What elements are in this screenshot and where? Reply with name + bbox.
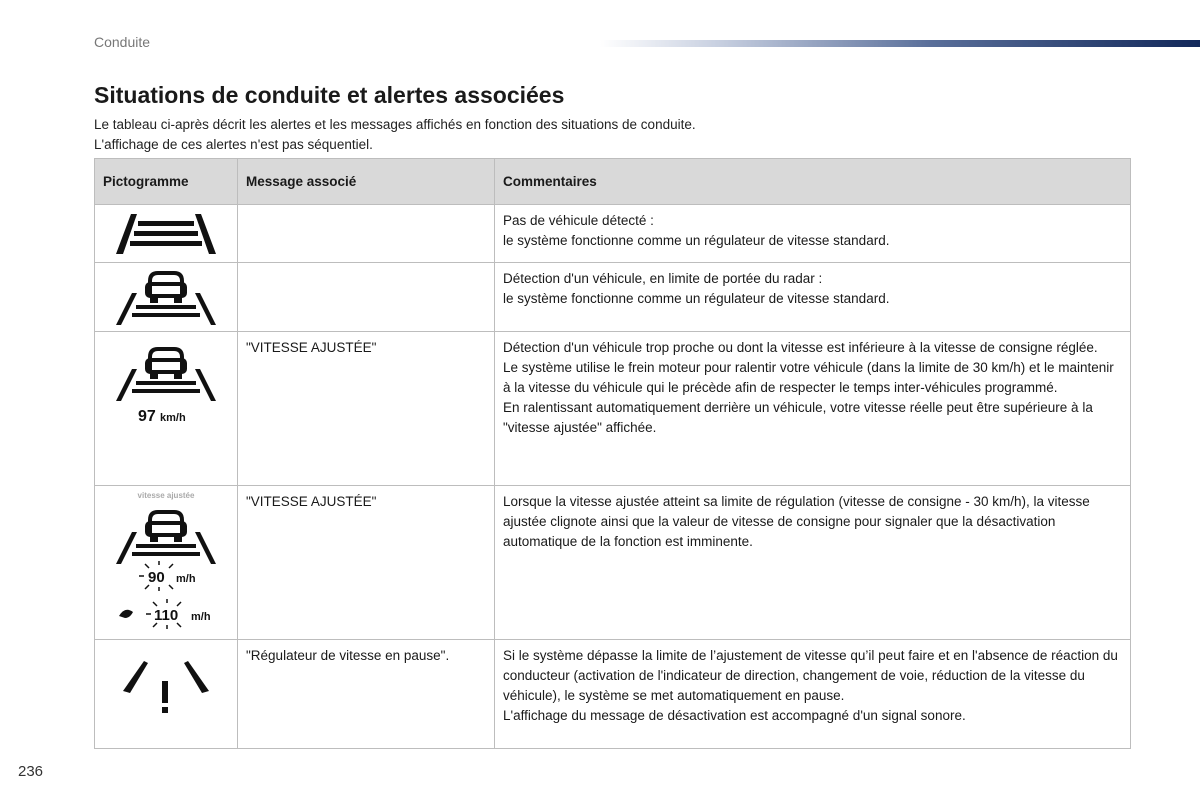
icon-speed-unit-1: m/h (176, 573, 196, 585)
message-cell (238, 205, 495, 263)
vehicle-ahead-speed-icon (116, 343, 216, 425)
comment-line: Lorsque la vitesse ajustée atteint sa limite de régulation (vitesse de consigne - 30 km/h), la vitesse ajustée clignote ainsi que la valeur de vitesse de consigne pour signaler que la désactivation automatique de la fonction est imminente. (503, 494, 1090, 549)
comment-cell (495, 486, 1131, 640)
comment-line: le système fonctionne comme un régulateur de vitesse standard. (503, 233, 890, 248)
comment-cell (495, 263, 1131, 332)
header-comments: Commentaires (495, 159, 1131, 205)
comment-line: Le système utilise le frein moteur pour ralentir votre véhicule (dans la limite de 30 km/h) et le maintenir à la vitesse du véhicule qui le précède afin de respecter le temps inter-véhicules programmé. (503, 360, 1114, 395)
icon-speed-unit-2: m/h (191, 611, 211, 623)
comment-cell (495, 332, 1131, 486)
header-decoration-bar (600, 40, 1200, 47)
table-row (95, 263, 1131, 332)
comment-line: Si le système dépasse la limite de l’ajustement de vitesse qu’il peut faire et en l'absence de réaction du conducteur (activation de l'indicateur de direction, changement de voie, réduction de la vitesse du véhicule), le système se met automatiquement en pause. (503, 648, 1118, 703)
message-cell: "VITESSE AJUSTÉE" (238, 332, 495, 486)
pictogram-cell (95, 640, 238, 749)
icon-speed-value-1: 90 (148, 569, 165, 586)
section-label: Conduite (94, 34, 151, 50)
comment-line: En ralentissant automatiquement derrière un véhicule, votre vitesse réelle peut être supérieure à la "vitesse ajustée" affichée. (503, 400, 1093, 435)
comment-line: Pas de véhicule détecté : (503, 213, 654, 228)
comment-line: Détection d'un véhicule, en limite de portée du radar : (503, 271, 823, 286)
table-row (95, 486, 1131, 640)
pictogram-cell (95, 205, 238, 263)
page-number: 236 (18, 763, 44, 780)
pictogram-cell (95, 263, 238, 332)
icon-caption: vitesse ajustée (137, 491, 195, 500)
table-row (95, 332, 1131, 486)
comment-cell (495, 640, 1131, 749)
page-title: Situations de conduite et alertes associées (94, 82, 565, 108)
comment-line: le système fonctionne comme un régulateur de vitesse standard. (503, 291, 890, 306)
header-pictogram: Pictogramme (95, 159, 238, 205)
intro-line: Le tableau ci-après décrit les alertes et les messages affichés en fonction des situations de conduite. (94, 117, 696, 132)
comment-line: L'affichage du message de désactivation est accompagné d'un signal sonore. (503, 708, 966, 723)
comment-line: Détection d'un véhicule trop proche ou dont la vitesse est inférieure à la vitesse de consigne réglée. (503, 340, 1098, 355)
warning-exclamation-icon (116, 653, 216, 717)
table-header-row (95, 159, 1131, 205)
adjusted-speed-flashing-icon (111, 488, 221, 634)
table-row (95, 205, 1131, 263)
intro-line: L'affichage de ces alertes n'est pas séquentiel. (94, 137, 373, 152)
message-cell: "Régulateur de vitesse en pause". (238, 640, 495, 749)
comment-cell (495, 205, 1131, 263)
road-lanes-icon (116, 212, 216, 256)
pictogram-cell (95, 332, 238, 486)
icon-speed-value: 97 (138, 408, 156, 425)
icon-speed-value-2: 110 (154, 607, 179, 624)
header-message: Message associé (238, 159, 495, 205)
message-cell (238, 263, 495, 332)
pictogram-cell (95, 486, 238, 640)
icon-speed-unit: km/h (160, 412, 186, 424)
table-row (95, 640, 1131, 749)
intro-text (94, 115, 696, 155)
message-cell: "VITESSE AJUSTÉE" (238, 486, 495, 640)
alerts-table (94, 158, 1131, 749)
vehicle-ahead-icon (116, 267, 216, 327)
